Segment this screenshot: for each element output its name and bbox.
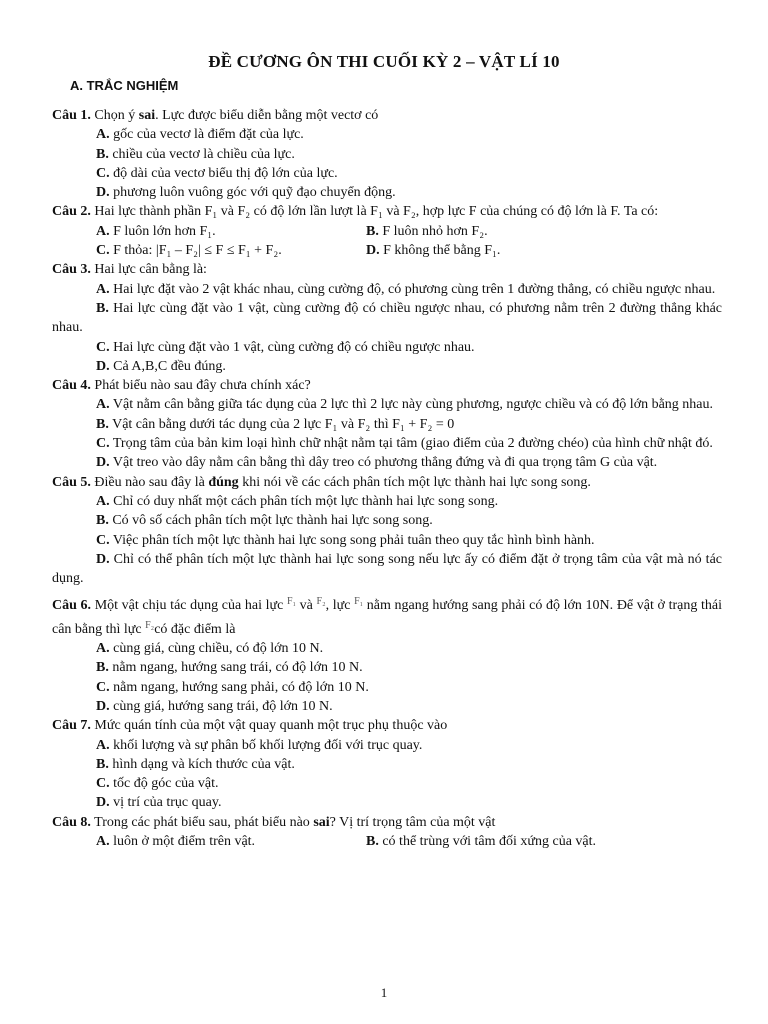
- question-7-option-c: C. tốc độ góc của vật.: [96, 776, 219, 792]
- question-4-option-d: D. Vật treo vào dây nằm cân bằng thì dây treo có phương thẳng đứng và đi qua trọng tâm G của vật.: [96, 455, 658, 471]
- question-4-option-b: B. Vật cân bằng dưới tác dụng của 2 lực F₁ và F₂ thì F₁ + F₂ = 0: [96, 416, 455, 432]
- question-1-option-d: D. phương luôn vuông góc với quỹ đạo chuyển động.: [96, 185, 396, 201]
- question-3-option-a: A. Hai lực đặt vào 2 vật khác nhau, cùng cường độ, có phương cùng trên 1 đường thẳng, có chiều ngược nhau.: [96, 281, 716, 297]
- question-8-options-ab: [52, 832, 722, 851]
- question-2-option-a: A. F luôn lớn hơn F₁.: [96, 223, 216, 239]
- question-4-option-a: A. Vật nằm cân bằng giữa tác dụng của 2 lực thì 2 lực này cùng phương, ngược chiều và có độ lớn bằng nhau.: [96, 397, 714, 413]
- question-2: Câu 2. Hai lực thành phần F₁ và F₂ có độ lớn lần lượt là F₁ và F₂, hợp lực F của chúng có độ lớn là F. Ta có:: [52, 204, 659, 220]
- vector-f2: F₂: [145, 619, 155, 631]
- question-8-option-a: A. luôn ở một điểm trên vật.: [96, 833, 256, 849]
- question-5-option-a: A. Chỉ có duy nhất một cách phân tích một lực thành hai lực song song.: [96, 493, 499, 509]
- question-7-option-d: D. vị trí của trục quay.: [96, 795, 222, 811]
- question-2-option-b: B. F luôn nhỏ hơn F₂.: [366, 223, 488, 239]
- page-number: 1: [380, 985, 388, 1000]
- question-8: Câu 8. Trong các phát biểu sau, phát biểu nào sai? Vị trí trọng tâm của một vật: [52, 814, 496, 830]
- question-3-option-c: C. Hai lực cùng đặt vào 1 vật, cùng cường độ có chiều ngược nhau.: [96, 339, 475, 355]
- vector-f2: F₂: [316, 596, 326, 608]
- question-5-option-d: D. Chỉ có thể phân tích một lực thành hai lực song song nếu lực ấy có điểm đặt ở trọng tâm của vật mà nó tác dụng.: [52, 551, 723, 587]
- section-heading: A. TRẮC NGHIỆM: [70, 78, 179, 93]
- question-6-option-d: D. cùng giá, hướng sang trái, độ lớn 10 N.: [96, 698, 333, 714]
- question-2-options-cd: [52, 241, 722, 260]
- question-3-option-b: B. Hai lực cùng đặt vào 1 vật, cùng cường độ có chiều ngược nhau, có phương nằm trên 2 đường thẳng khác nhau.: [52, 300, 723, 336]
- question-3: Câu 3. Hai lực cân bằng là:: [52, 262, 207, 278]
- question-5-option-b: B. Có vô số cách phân tích một lực thành hai lực song song.: [96, 513, 433, 529]
- question-2-option-c: C. F thỏa: |F₁ – F₂| ≤ F ≤ F₁ + F₂.: [96, 243, 282, 259]
- vector-f1: F₁: [286, 596, 297, 608]
- question-1-option-c: C. độ dài của vectơ biểu thị độ lớn của lực.: [96, 165, 338, 181]
- question-6-option-c: C. nằm ngang, hướng sang phải, có độ lớn 10 N.: [96, 679, 369, 695]
- question-7-option-b: B. hình dạng và kích thước của vật.: [96, 756, 295, 772]
- question-4-option-c: C. Trọng tâm của bản kim loại hình chữ nhật nằm tại tâm (giao điểm của 2 đường chéo) của hình chữ nhật đó.: [96, 436, 713, 452]
- question-2-option-d: D. F không thể bằng F₁.: [366, 243, 501, 259]
- question-2-options-ab: [52, 222, 722, 241]
- document-title: ĐỀ CƯƠNG ÔN THI CUỐI KỲ 2 – VẬT LÍ 10: [208, 52, 560, 71]
- question-1: Câu 1. Chọn ý sai. Lực được biểu diễn bằng một vectơ có: [52, 108, 379, 123]
- question-6-option-b: B. nằm ngang, hướng sang trái, có độ lớn 10 N.: [96, 660, 363, 676]
- question-7-option-a: A. khối lượng và sự phân bố khối lượng đối với trục quay.: [96, 737, 423, 753]
- question-3-option-d: D. Cả A,B,C đều đúng.: [96, 358, 226, 374]
- question-4: Câu 4. Phát biểu nào sau đây chưa chính xác?: [52, 378, 311, 394]
- question-1-option-a: A. gốc của vectơ là điểm đặt của lực.: [96, 127, 304, 143]
- question-6: Câu 6. Một vật chịu tác dụng của hai lực $^{F_1}$ và $^{F_2}$, lực $^{F_1}$ nằm ngang hướng sang phải có độ lớn 10N. Để vật ở trạng thái cân bằng thì lực $^{F_2}$có đặc điểm là: [52, 596, 722, 637]
- question-7: Câu 7. Mức quán tính của một vật quay quanh một trục phụ thuộc vào: [52, 718, 448, 734]
- question-list: [52, 106, 722, 851]
- question-5: Câu 5. Điều nào sau đây là đúng khi nói về các cách phân tích một lực thành hai lực song song.: [52, 474, 591, 490]
- question-1-option-b: B. chiều của vectơ là chiều của lực.: [96, 146, 295, 162]
- question-6-option-a: A. cùng giá, cùng chiều, có độ lớn 10 N.: [96, 641, 324, 657]
- question-5-option-c: C. Việc phân tích một lực thành hai lực song song phải tuân theo quy tắc hình bình hành.: [96, 532, 595, 548]
- vector-f1: F₁: [354, 596, 364, 608]
- question-8-option-b: B. có thể trùng với tâm đối xứng của vật.: [366, 833, 597, 849]
